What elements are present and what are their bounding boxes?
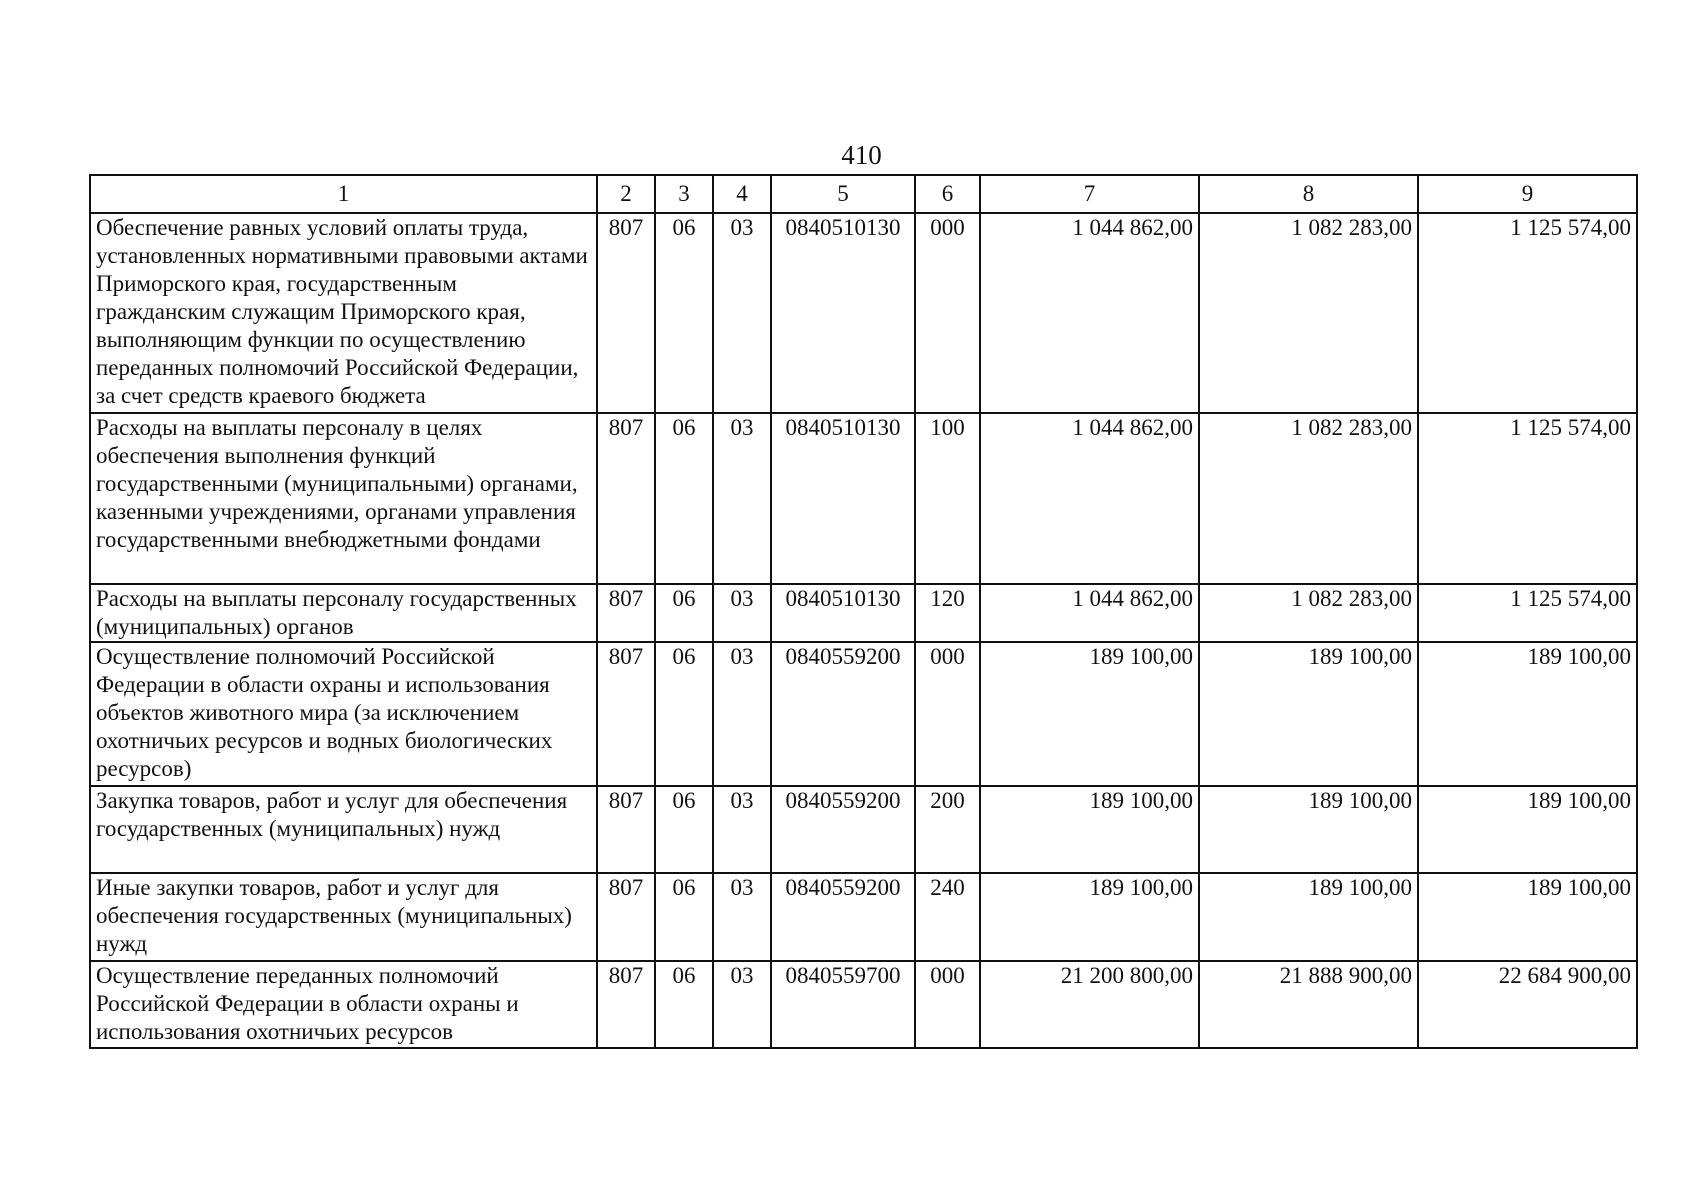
table-row	[90, 961, 1637, 1048]
target-article-code: 0840559200	[771, 786, 915, 873]
amount-col7: 1 044 862,00	[980, 213, 1199, 413]
ministry-code: 807	[597, 786, 655, 873]
budget-table	[89, 174, 1638, 1049]
amount-col7: 189 100,00	[980, 873, 1199, 961]
column-header: 4	[713, 175, 771, 213]
ministry-code: 807	[597, 961, 655, 1048]
amount-col8: 1 082 283,00	[1199, 584, 1418, 642]
section-code: 06	[655, 961, 713, 1048]
subsection-code: 03	[713, 642, 771, 786]
column-header: 6	[915, 175, 980, 213]
column-header: 9	[1418, 175, 1637, 213]
target-article-code: 0840510130	[771, 584, 915, 642]
section-code: 06	[655, 213, 713, 413]
section-code: 06	[655, 786, 713, 873]
row-description: Закупка товаров, работ и услуг для обеспечения государственных (муниципальных) нужд	[90, 786, 597, 873]
row-description: Расходы на выплаты персоналу государственных (муниципальных) органов	[90, 584, 597, 642]
target-article-code: 0840559200	[771, 642, 915, 786]
target-article-code: 0840559700	[771, 961, 915, 1048]
amount-col8: 189 100,00	[1199, 873, 1418, 961]
column-header: 1	[90, 175, 597, 213]
ministry-code: 807	[597, 213, 655, 413]
subsection-code: 03	[713, 873, 771, 961]
subsection-code: 03	[713, 413, 771, 584]
row-description: Осуществление полномочий Российской Федерации в области охраны и использования объектов животного мира (за исключением охотничьих ресурсов и водных биологических ресурсов)	[90, 642, 597, 786]
target-article-code: 0840559200	[771, 873, 915, 961]
section-code: 06	[655, 413, 713, 584]
table-row	[90, 642, 1637, 786]
amount-col8: 21 888 900,00	[1199, 961, 1418, 1048]
table-row	[90, 584, 1637, 642]
row-description: Расходы на выплаты персоналу в целях обеспечения выполнения функций государственными (муниципальными) органами, казенными учреждениями, органами управления государственными внебюджетными фондами	[90, 413, 597, 584]
table-row	[90, 786, 1637, 873]
table-row	[90, 413, 1637, 584]
amount-col7: 1 044 862,00	[980, 413, 1199, 584]
ministry-code: 807	[597, 642, 655, 786]
amount-col7: 21 200 800,00	[980, 961, 1199, 1048]
ministry-code: 807	[597, 413, 655, 584]
amount-col8: 1 082 283,00	[1199, 413, 1418, 584]
section-code: 06	[655, 873, 713, 961]
expense-type-code: 000	[915, 642, 980, 786]
expense-type-code: 240	[915, 873, 980, 961]
amount-col7: 189 100,00	[980, 642, 1199, 786]
expense-type-code: 100	[915, 413, 980, 584]
table-row	[90, 213, 1637, 413]
ministry-code: 807	[597, 584, 655, 642]
expense-type-code: 200	[915, 786, 980, 873]
amount-col8: 189 100,00	[1199, 642, 1418, 786]
page-number: 410	[841, 140, 882, 170]
amount-col9: 1 125 574,00	[1418, 584, 1637, 642]
subsection-code: 03	[713, 584, 771, 642]
section-code: 06	[655, 584, 713, 642]
row-description: Осуществление переданных полномочий Российской Федерации в области охраны и использования охотничьих ресурсов	[90, 961, 597, 1048]
column-header: 2	[597, 175, 655, 213]
header-row	[90, 175, 1637, 213]
subsection-code: 03	[713, 213, 771, 413]
column-header: 3	[655, 175, 713, 213]
table-row	[90, 873, 1637, 961]
expense-type-code: 120	[915, 584, 980, 642]
amount-col8: 1 082 283,00	[1199, 213, 1418, 413]
section-code: 06	[655, 642, 713, 786]
expense-type-code: 000	[915, 213, 980, 413]
column-header: 5	[771, 175, 915, 213]
row-description: Иные закупки товаров, работ и услуг для обеспечения государственных (муниципальных) нужд	[90, 873, 597, 961]
amount-col9: 189 100,00	[1418, 786, 1637, 873]
amount-col7: 1 044 862,00	[980, 584, 1199, 642]
expense-type-code: 000	[915, 961, 980, 1048]
target-article-code: 0840510130	[771, 413, 915, 584]
amount-col9: 1 125 574,00	[1418, 213, 1637, 413]
target-article-code: 0840510130	[771, 213, 915, 413]
amount-col7: 189 100,00	[980, 786, 1199, 873]
ministry-code: 807	[597, 873, 655, 961]
amount-col9: 189 100,00	[1418, 873, 1637, 961]
amount-col9: 22 684 900,00	[1418, 961, 1637, 1048]
subsection-code: 03	[713, 961, 771, 1048]
row-description: Обеспечение равных условий оплаты труда, установленных нормативными правовыми актами Приморского края, государственным гражданским служащим Приморского края, выполняющим функции по осуществлению переданных полномочий Российской Федерации, за счет средств краевого бюджета	[90, 213, 597, 413]
amount-col8: 189 100,00	[1199, 786, 1418, 873]
column-header: 7	[980, 175, 1199, 213]
column-header: 8	[1199, 175, 1418, 213]
amount-col9: 189 100,00	[1418, 642, 1637, 786]
subsection-code: 03	[713, 786, 771, 873]
amount-col9: 1 125 574,00	[1418, 413, 1637, 584]
